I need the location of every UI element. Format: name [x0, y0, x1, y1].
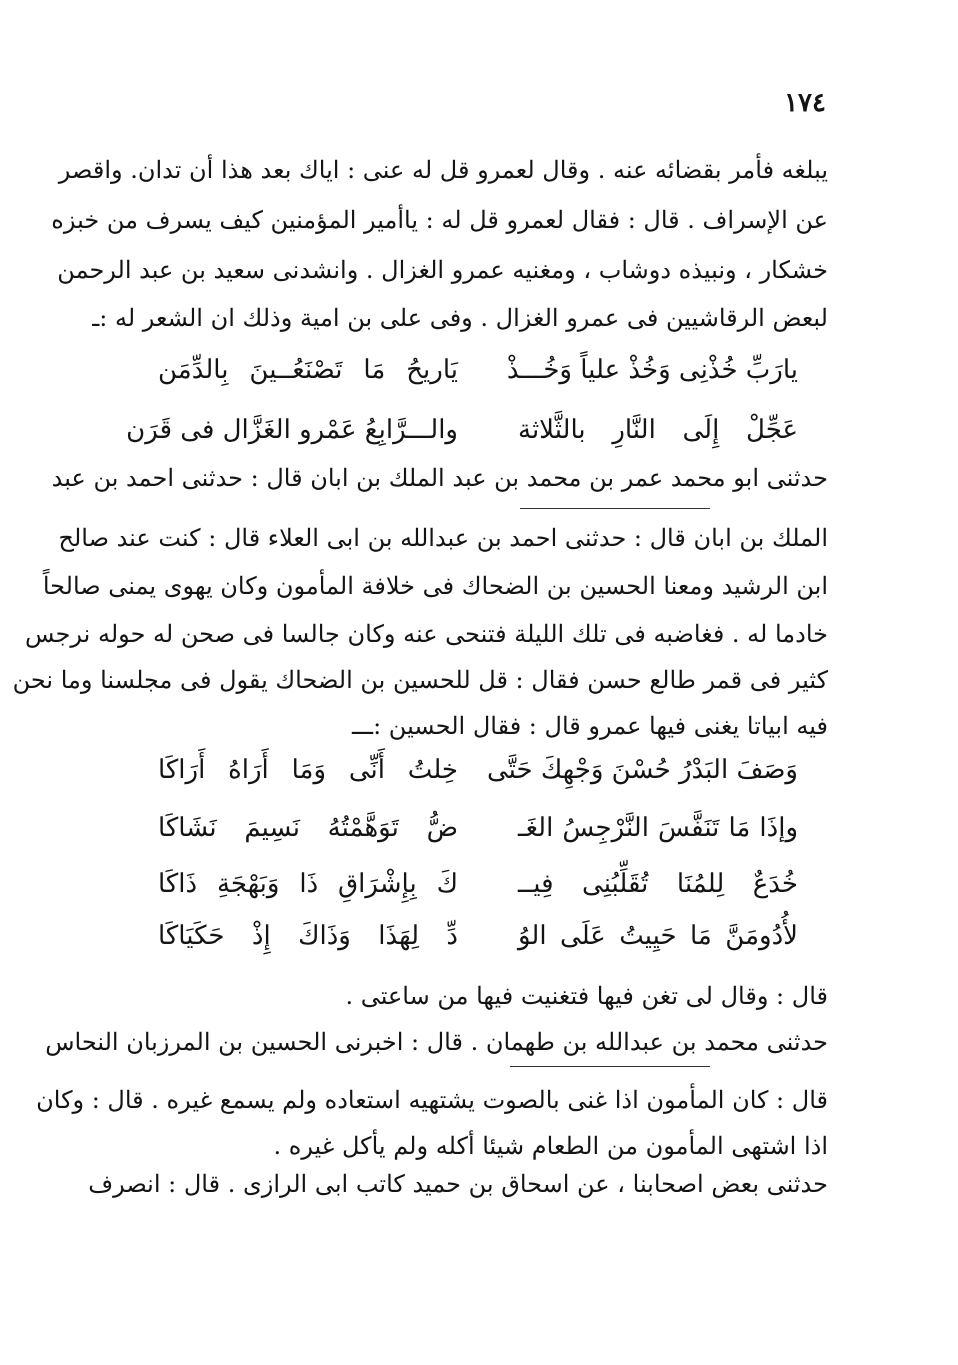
- isnad-underline: [520, 508, 710, 509]
- text-line: حدثنى ابو محمد عمر بن محمد بن عبد الملك بن ابان قال : حدثنى احمد بن عبد: [51, 464, 828, 492]
- text-line: الملك بن ابان قال : حدثنى احمد بن عبدالله بن ابى العلاء قال : كنت عند صالح: [58, 524, 828, 552]
- verse-first-hemistich: وإذَا مَا تَنَفَّسَ النَّرْجِسُ الغَـ: [518, 813, 798, 843]
- poem-verse: [158, 742, 798, 798]
- text-line: لبعض الرقاشيين فى عمرو الغزال . وفى على بن امية وذلك ان الشعر له :ـ: [92, 304, 828, 332]
- text-line: قال : وقال لى تغن فيها فتغنيت فيها من ساعتى .: [345, 982, 828, 1010]
- page-number: ١٧٤: [784, 88, 826, 118]
- poem-verse: [126, 402, 798, 458]
- text-line: عن الإسراف . قال : فقال لعمرو قل له : ياأمير المؤمنين كيف يسرف من خبزه: [51, 206, 828, 234]
- verse-first-hemistich: لأُدُومَنَّ مَا حَيِيتُ عَلَى الوُ: [518, 921, 798, 951]
- verse-second-hemistich: خِلتُ أَنِّى وَمَا أَرَاهُ أَرَاكَا: [158, 755, 458, 785]
- text-line: ابن الرشيد ومعنا الحسين بن الضحاك فى خلافة المأمون وكان يهوى يمنى صالحاً: [42, 572, 828, 600]
- verse-first-hemistich: عَجِّلْ إِلَى النَّارِ بالثَّلاثة: [518, 415, 798, 445]
- verse-second-hemistich: ضُّ تَوَهَّمْتُهُ نَسِيمَ نَشَاكَا: [158, 813, 458, 843]
- poem-verse: [158, 342, 798, 398]
- isnad-underline: [510, 1066, 710, 1067]
- text-line: اذا اشتهى المأمون من الطعام شيئا أكله ولم يأكل غيره .: [273, 1132, 828, 1160]
- verse-first-hemistich: وَصَفَ البَدْرُ حُسْنَ وَجْهِكَ حَتَّى: [487, 755, 798, 785]
- poem-verse: [158, 908, 798, 964]
- poem-verse: [158, 800, 798, 856]
- text-line: فيه ابياتا يغنى فيها عمرو قال : فقال الحسين :ـــ: [351, 712, 828, 740]
- verse-first-hemistich: خُدَعٌ لِلمُنَا تُقَلِّبُنِى فِيــ: [518, 869, 798, 899]
- text-line: حدثنى محمد بن عبدالله بن طهمان . قال : اخبرنى الحسين بن المرزبان النحاس: [45, 1028, 828, 1056]
- text-line: قال : كان المأمون اذا غنى بالصوت يشتهيه استعاده ولم يسمع غيره . قال : وكان: [36, 1086, 828, 1114]
- verse-second-hemistich: يَاريحُ مَا تَصْنَعُــينَ بِالدِّمَن: [158, 355, 458, 385]
- text-line: يبلغه فأمر بقضائه عنه . وقال لعمرو قل له عنى : اياك بعد هذا أن تدان. واقصر: [58, 156, 828, 184]
- poem-verse: [158, 856, 798, 912]
- verse-second-hemistich: والـــرَّابِعُ عَمْرو الغَزَّال فى قَرَن: [126, 415, 458, 445]
- verse-first-hemistich: يارَبِّ خُذْنِى وَخُذْ علياً وَخُـــذْ: [506, 355, 798, 385]
- text-line: خادما له . فغاضبه فى تلك الليلة فتنحى عنه وكان جالسا فى صحن له حوله نرجس: [25, 620, 828, 648]
- verse-second-hemistich: دِّ لِهَذَا وَذَاكَ إِذْ حَكَيَاكَا: [158, 921, 458, 951]
- text-line: خشكار ، ونبيذه دوشاب ، ومغنيه عمرو الغزال . وانشدنى سعيد بن عبد الرحمن: [57, 256, 828, 284]
- verse-second-hemistich: كَ بِإِشْرَاقِ ذَا وَبَهْجَةِ ذَاكَا: [158, 869, 458, 899]
- text-line: كثير فى قمر طالع حسن فقال : قل للحسين بن الضحاك يقول فى مجلسنا وما نحن: [12, 666, 828, 694]
- text-line: حدثنى بعض اصحابنا ، عن اسحاق بن حميد كاتب ابى الرازى . قال : انصرف: [88, 1170, 828, 1198]
